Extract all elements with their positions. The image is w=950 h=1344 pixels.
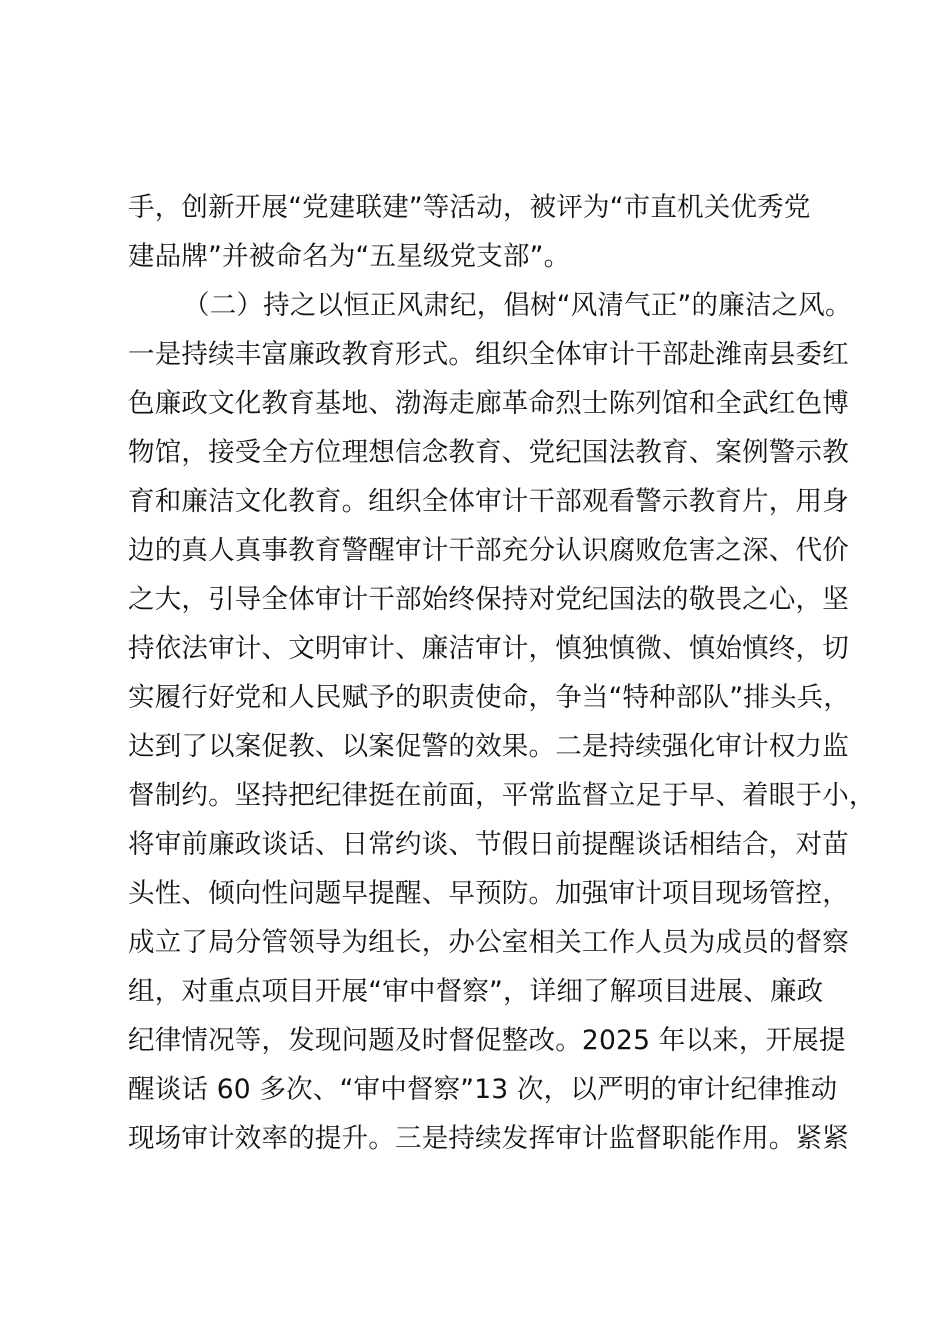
text-line: 督制约。坚持把纪律挺在前面，平常监督立足于早、着眼于小， xyxy=(128,780,876,811)
document-body xyxy=(128,183,876,1163)
text-line: 持依法审计、文明审计、廉洁审计，慎独慎微、慎始慎终，切 xyxy=(128,633,849,664)
text-line: 育和廉洁文化教育。组织全体审计干部观看警示教育片，用身 xyxy=(128,486,849,517)
text-line: 物馆，接受全方位理想信念教育、党纪国法教育、案例警示教 xyxy=(128,437,849,468)
text-line: 建品牌”并被命名为“五星级党支部”。 xyxy=(128,241,571,272)
text-line: 醒谈话 60 多次、“审中督察”13 次，以严明的审计纪律推动 xyxy=(128,1074,838,1105)
text-line: 成立了局分管领导为组长，办公室相关工作人员为成员的督察 xyxy=(128,927,849,958)
text-line: 边的真人真事教育警醒审计干部充分认识腐败危害之深、代价 xyxy=(128,535,849,566)
text-line: 头性、倾向性问题早提醒、早预防。加强审计项目现场管控， xyxy=(128,878,849,909)
text-line: 达到了以案促教、以案促警的效果。二是持续强化审计权力监 xyxy=(128,731,849,762)
text-line: 现场审计效率的提升。三是持续发挥审计监督职能作用。紧紧 xyxy=(128,1123,849,1154)
text-line: 实履行好党和人民赋予的职责使命，争当“特种部队”排头兵， xyxy=(128,682,851,713)
text-line: 之大，引导全体审计干部始终保持对党纪国法的敬畏之心，坚 xyxy=(128,584,849,615)
text-line: 色廉政文化教育基地、渤海走廊革命烈士陈列馆和全武红色博 xyxy=(128,388,849,419)
text-line: 一是持续丰富廉政教育形式。组织全体审计干部赴潍南县委红 xyxy=(128,339,849,370)
section-heading-line: （二）持之以恒正风肃纪，倡树“风清气正”的廉洁之风。 xyxy=(183,290,852,321)
text-line: 组，对重点项目开展“审中督察”，详细了解项目进展、廉政 xyxy=(128,976,824,1007)
text-line: 手，创新开展“党建联建”等活动，被评为“市直机关优秀党 xyxy=(128,192,811,223)
text-line: 将审前廉政谈话、日常约谈、节假日前提醒谈话相结合，对苗 xyxy=(128,829,849,860)
text-line: 纪律情况等，发现问题及时督促整改。2025 年以来，开展提 xyxy=(128,1025,846,1056)
